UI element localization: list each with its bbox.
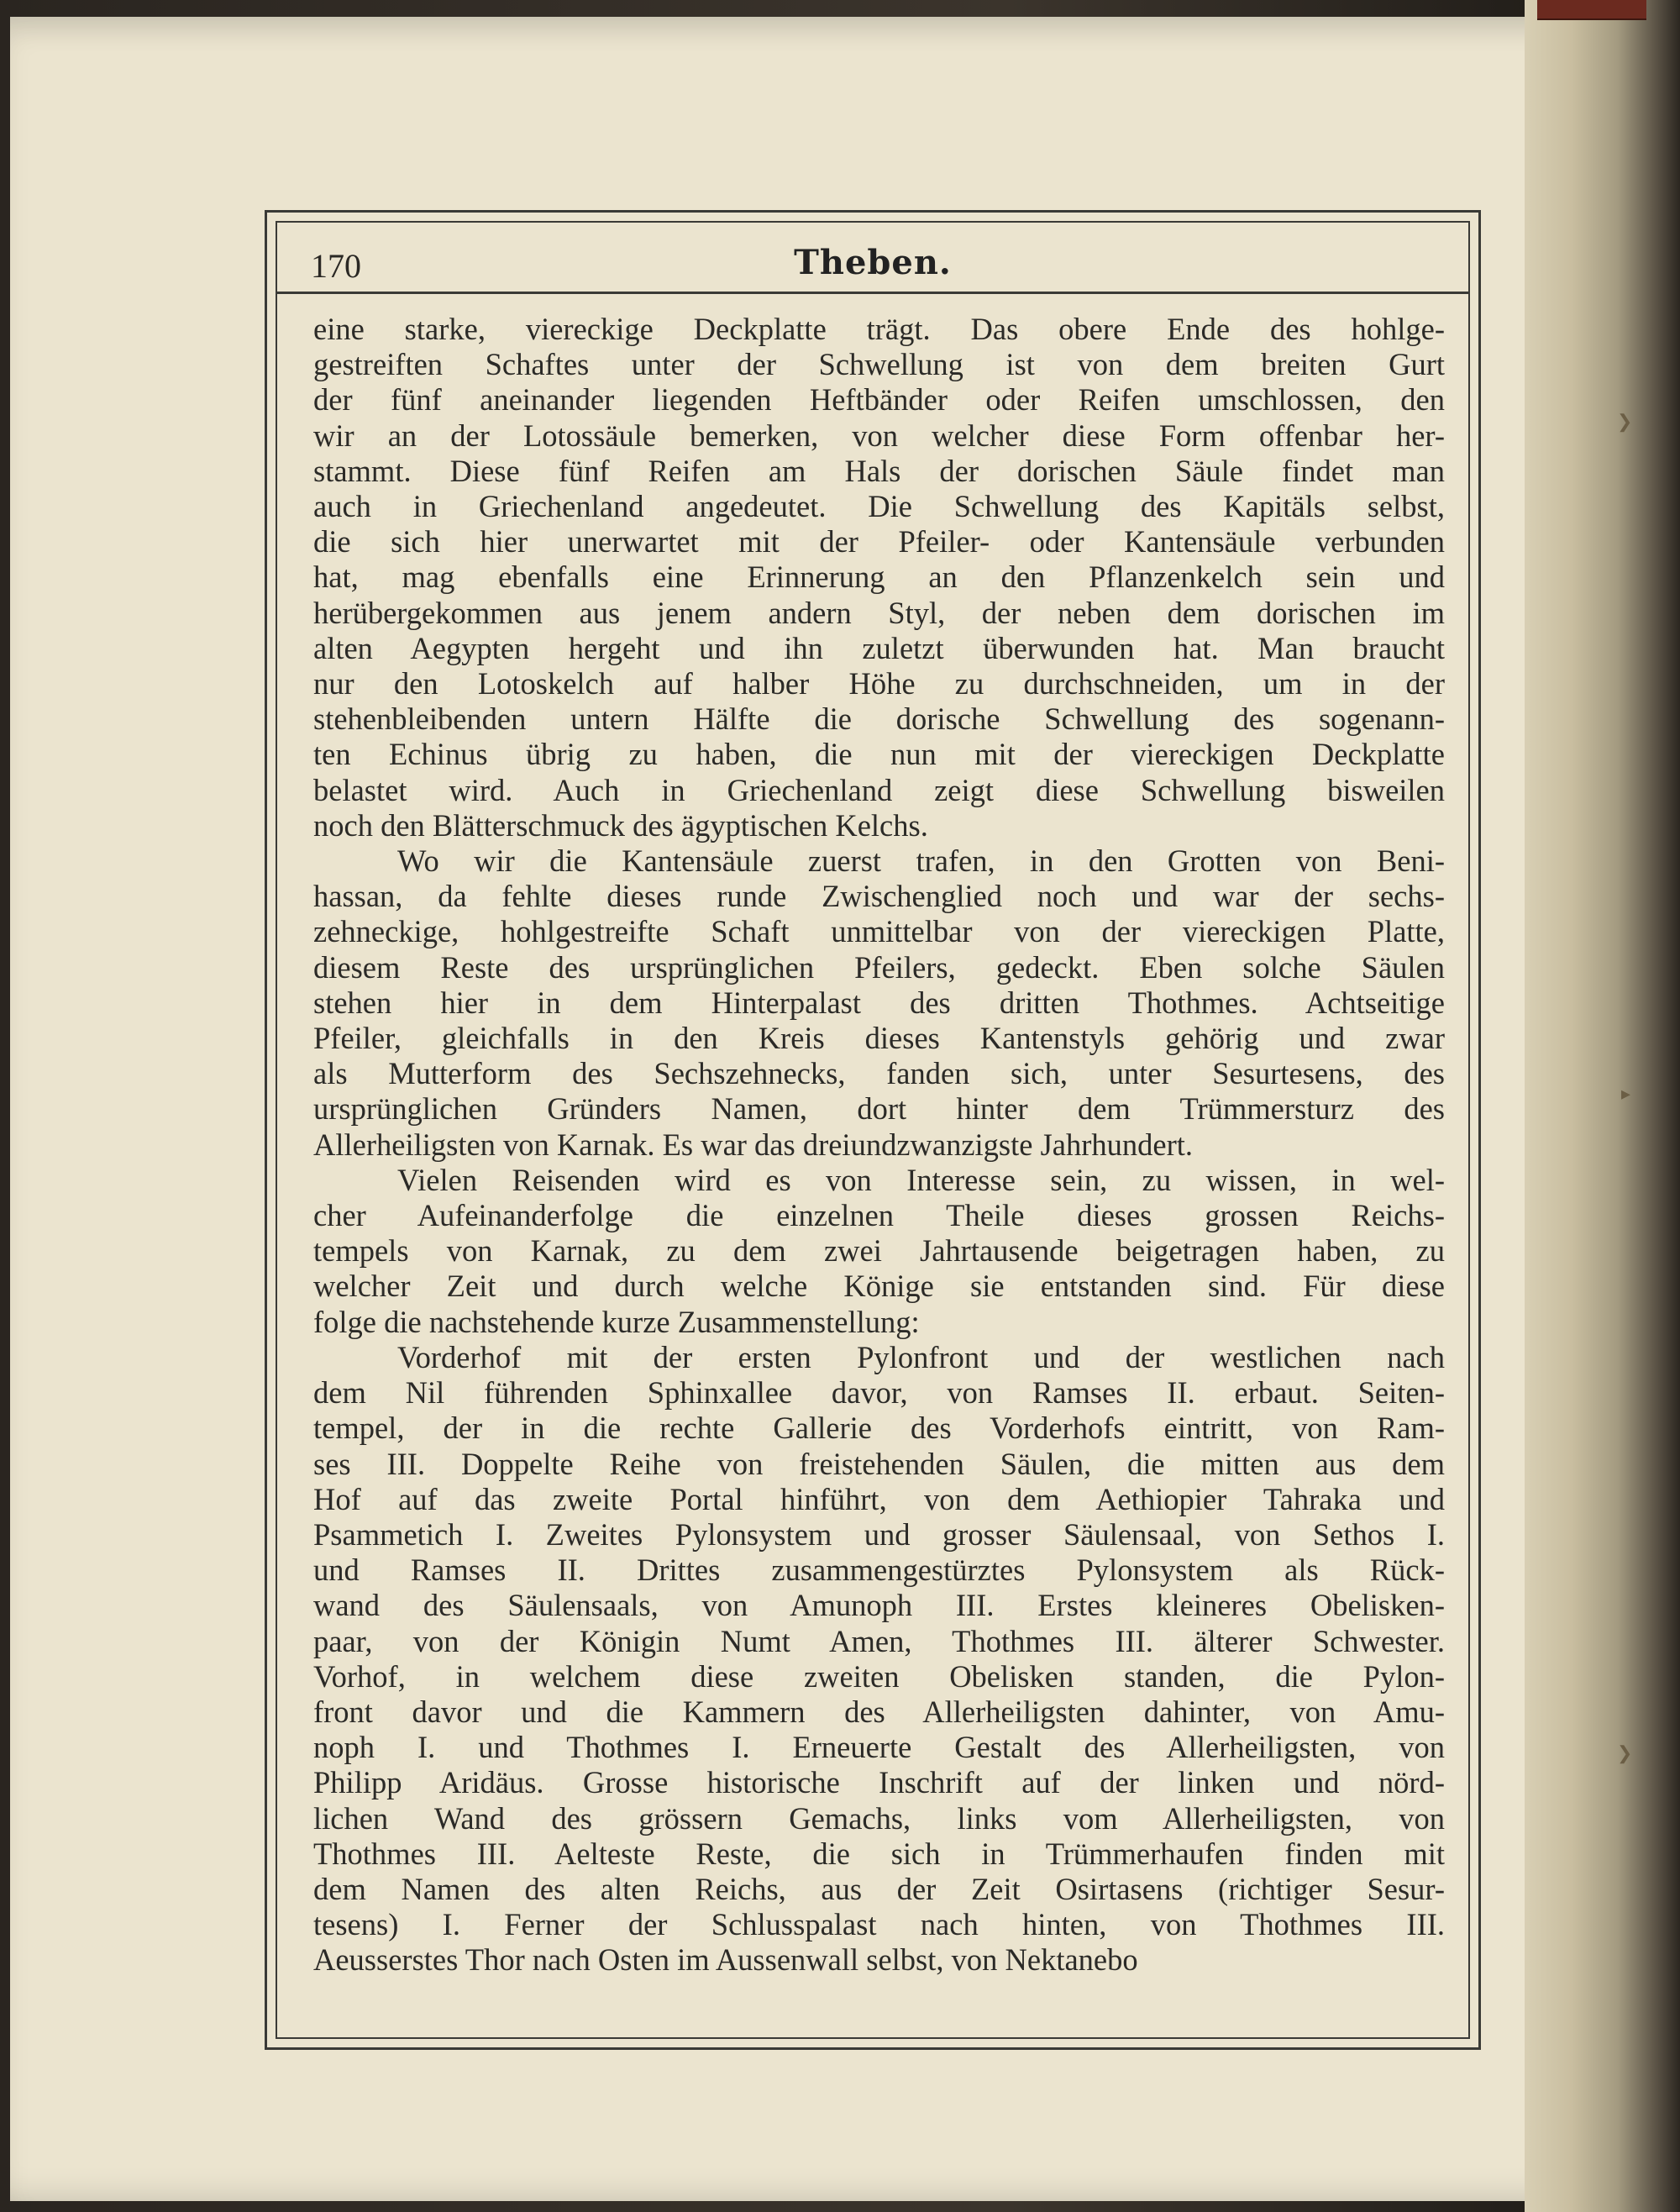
text-line: ursprünglichen Gründers Namen, dort hinter dem Trümmersturz des: [313, 1091, 1445, 1127]
text-line: auch in Griechenland angedeutet. Die Schwellung des Kapitäls selbst,: [313, 489, 1445, 524]
text-line: als Mutterform des Sechszehnecks, fanden sich, unter Sesurtesens, des: [313, 1056, 1445, 1091]
text-line: stehen hier in dem Hinterpalast des dritten Thothmes. Achtseitige: [313, 985, 1445, 1020]
text-line: paar, von der Königin Numt Amen, Thothmes III. älterer Schwester.: [313, 1623, 1445, 1658]
text-line: ses III. Doppelte Reihe von freistehenden Säulen, die mitten aus dem: [313, 1446, 1445, 1481]
text-line: cher Aufeinanderfolge die einzelnen Theile dieses grossen Reichs-: [313, 1198, 1445, 1233]
text-line: der fünf aneinander liegenden Heftbänder oder Reifen umschlossen, den: [313, 382, 1445, 418]
margin-mark: ▸: [1621, 1084, 1631, 1105]
text-line: Aeusserstes Thor nach Osten im Aussenwall selbst, von Nektanebo: [313, 1942, 1138, 1978]
text-line: dem Nil führenden Sphinxallee davor, von Ramses II. erbaut. Seiten-: [313, 1375, 1445, 1411]
text-line: Allerheiligsten von Karnak. Es war das dreiundzwanzigste Jahrhundert.: [313, 1127, 1194, 1162]
text-line: Pfeiler, gleichfalls in den Kreis dieses Kantenstyls gehörig und zwar: [313, 1021, 1445, 1056]
text-line: dem Namen des alten Reichs, aus der Zeit Osirtasens (richtiger Sesur-: [313, 1871, 1445, 1906]
text-line: tempel, der in die rechte Gallerie des Vorderhofs eintritt, von Ram-: [313, 1411, 1445, 1446]
text-line: wand des Säulensaals, von Amunoph III. Erstes kleineres Obelisken-: [313, 1588, 1445, 1623]
page-gutter: [1525, 0, 1680, 2212]
page-header: [277, 223, 1468, 294]
text-line: Philipp Aridäus. Grosse historische Inschrift auf der linken und nörd-: [313, 1765, 1445, 1800]
text-line: eine starke, viereckige Deckplatte trägt. Das obere Ende des hohlge-: [313, 312, 1445, 346]
text-line: noph I. und Thothmes I. Erneuerte Gestalt des Allerheiligsten, von: [313, 1730, 1445, 1765]
text-line: Psammetich I. Zweites Pylonsystem und grosser Säulensaal, von Sethos I.: [313, 1516, 1445, 1552]
text-line: belastet wird. Auch in Griechenland zeigt diese Schwellung bisweilen: [313, 772, 1445, 807]
bookmark-ribbon: [1537, 0, 1646, 20]
text-line: Vielen Reisenden wird es von Interesse sein, zu wissen, in wel-: [397, 1162, 1445, 1197]
text-line: folge die nachstehende kurze Zusammenstellung:: [313, 1304, 920, 1339]
text-line: nur den Lotoskelch auf halber Höhe zu durchschneiden, um in der: [313, 666, 1445, 701]
text-line: Wo wir die Kantensäule zuerst trafen, in den Grotten von Beni-: [397, 843, 1445, 879]
text-line: herübergekommen aus jenem andern Styl, der neben dem dorischen im: [313, 595, 1445, 630]
text-line: front davor und die Kammern des Allerheiligsten dahinter, von Amu-: [313, 1694, 1445, 1729]
text-line: Vorderhof mit der ersten Pylonfront und der westlichen nach: [397, 1339, 1445, 1374]
text-line: hassan, da fehlte dieses runde Zwischenglied noch und war der sechs-: [313, 879, 1445, 914]
text-line: stammt. Diese fünf Reifen am Hals der dorischen Säule findet man: [313, 453, 1445, 488]
margin-mark: ❯: [1617, 1743, 1633, 1764]
text-line: hat, mag ebenfalls eine Erinnerung an den Pflanzenkelch sein und: [313, 560, 1445, 595]
text-line: ten Echinus übrig zu haben, die nun mit der viereckigen Deckplatte: [313, 737, 1445, 772]
text-line: alten Aegypten hergeht und ihn zuletzt überwunden hat. Man braucht: [313, 630, 1445, 665]
text-frame: [265, 210, 1481, 2050]
text-line: Hof auf das zweite Portal hinführt, von dem Aethiopier Tahraka und: [313, 1481, 1445, 1516]
text-line: welcher Zeit und durch welche Könige sie entstanden sind. Für diese: [313, 1269, 1445, 1304]
body-text: [313, 312, 1445, 1978]
page-number: 170: [311, 247, 361, 285]
text-line: und Ramses II. Drittes zusammengestürztes Pylonsystem als Rück-: [313, 1553, 1445, 1588]
text-line: tesens) I. Ferner der Schlusspalast nach hinten, von Thothmes III.: [313, 1907, 1445, 1942]
text-line: Vorhof, in welchem diese zweiten Obelisken standen, die Pylon-: [313, 1658, 1445, 1694]
text-line: tempels von Karnak, zu dem zwei Jahrtausende beigetragen haben, zu: [313, 1233, 1445, 1269]
text-line: lichen Wand des grössern Gemachs, links vom Allerheiligsten, von: [313, 1800, 1445, 1836]
text-line: wir an der Lotossäule bemerken, von welcher diese Form offenbar her-: [313, 418, 1445, 453]
text-line: die sich hier unerwartet mit der Pfeiler- oder Kantensäule verbunden: [313, 524, 1445, 560]
text-line: noch den Blätterschmuck des ägyptischen Kelchs.: [313, 807, 928, 843]
text-line: zehneckige, hohlgestreifte Schaft unmittelbar von der viereckigen Platte,: [313, 914, 1445, 949]
margin-mark: ❯: [1617, 412, 1633, 433]
text-line: Thothmes III. Aelteste Reste, die sich in Trümmerhaufen finden mit: [313, 1836, 1445, 1871]
text-line: stehenbleibenden untern Hälfte die dorische Schwellung des sogenann-: [313, 701, 1445, 737]
running-title: Theben.: [794, 243, 952, 282]
text-line: diesem Reste des ursprünglichen Pfeilers, gedeckt. Eben solche Säulen: [313, 949, 1445, 985]
text-line: gestreiften Schaftes unter der Schwellung ist von dem breiten Gurt: [313, 347, 1445, 382]
